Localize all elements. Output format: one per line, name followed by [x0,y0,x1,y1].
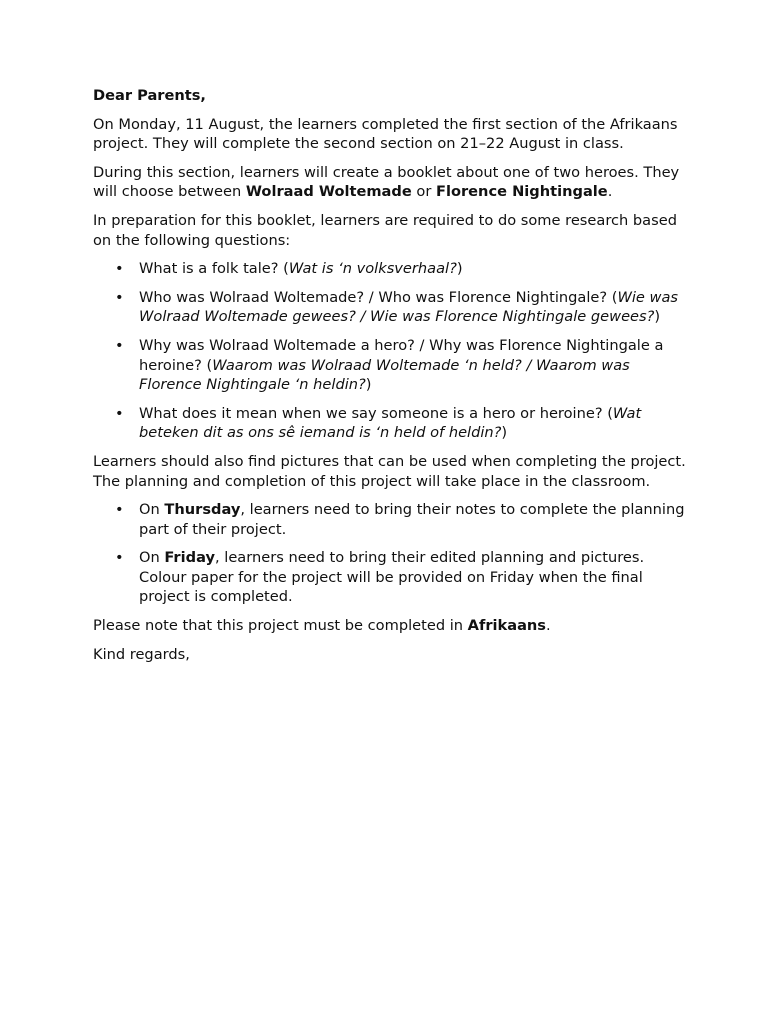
day-thursday: Thursday [164,501,241,519]
bullet-icon: • [115,404,124,422]
list-item: • What does it mean when we say someone is a hero or heroine? (Wat beteken dit as ons sê iemand is ‘n held of heldin?) [115,404,642,442]
bullet-icon: • [115,288,124,306]
language-note-paragraph: Please note that this project must be completed in Afrikaans. [93,617,551,635]
greeting: Dear Parents, [93,87,206,104]
schedule-list [93,500,693,607]
bullet-icon: • [115,549,124,567]
language-afrikaans: Afrikaans [467,617,546,635]
list-item: • What is a folk tale? (Wat is ‘n volksverhaal?) [115,260,463,278]
list-item: • On Thursday, learners need to bring their notes to complete the planning part of their project. [115,501,685,538]
bullet-icon: • [115,336,124,354]
bullet-icon: • [115,260,124,278]
preparation-paragraph: In preparation for this booklet, learners are required to do some research based on the following questions: [93,211,677,249]
hero-wolraad: Wolraad Woltemade [245,183,412,201]
heroes-paragraph: During this section, learners will create a booklet about one of two heroes. They will choose between Wolraad Woltemade or Florence Nightingale. [93,163,680,201]
intro-paragraph: On Monday, 11 August, the learners completed the first section of the Afrikaans project. They will complete the second section on 21–22 August in class. [93,115,678,153]
closing: Kind regards, [93,645,190,663]
bullet-icon: • [115,501,124,519]
research-questions-list [93,259,693,443]
hero-florence: Florence Nightingale [435,183,608,201]
list-item: • Who was Wolraad Woltemade? / Who was Florence Nightingale? (Wie was Wolraad Woltemade gewees? / Wie was Florence Nightingale gewees?) [115,288,679,326]
list-item: • On Friday, learners need to bring their edited planning and pictures. Colour paper for the project will be provided on Friday when the final project is completed. [115,549,645,606]
day-friday: Friday [164,549,215,567]
list-item: • Why was Wolraad Woltemade a hero? / Why was Florence Nightingale a heroine? (Waarom was Wolraad Woltemade ‘n held? / Waarom was Florence Nightingale ‘n heldin?) [115,336,664,394]
letter-document [93,86,693,673]
pictures-paragraph: Learners should also find pictures that can be used when completing the project. The planning and completion of this project will take place in the classroom. [93,452,686,490]
